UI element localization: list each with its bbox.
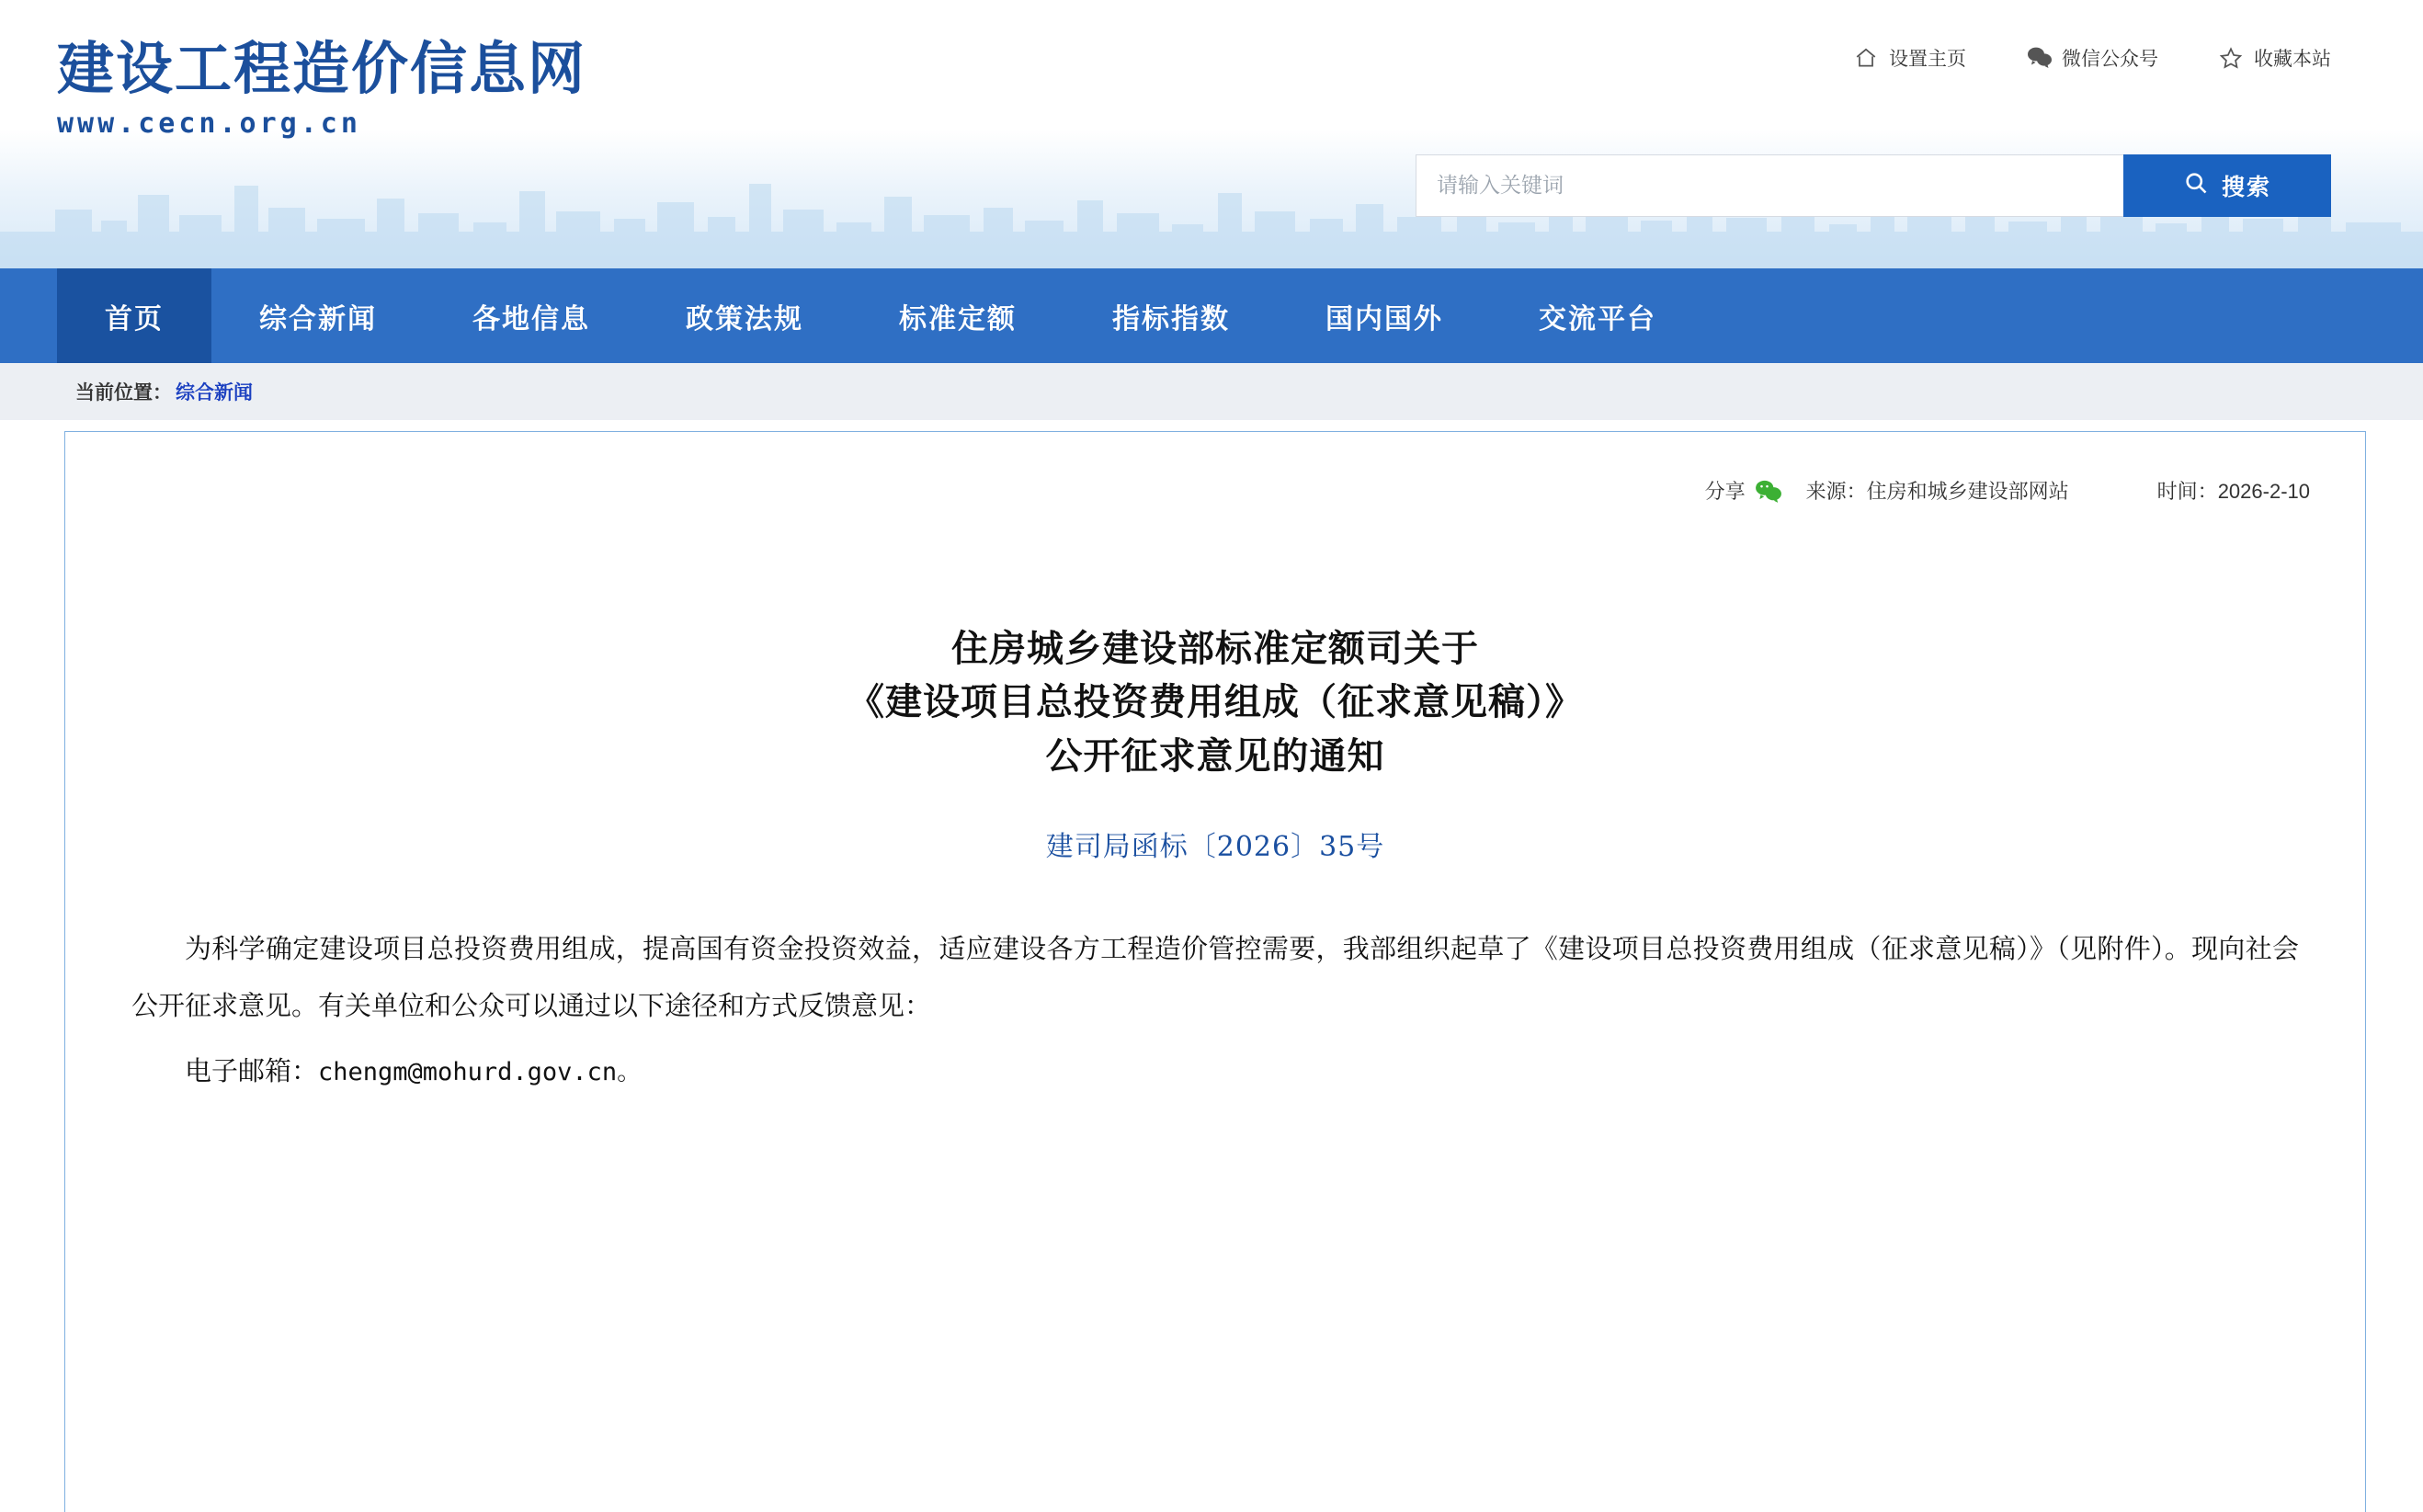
- article-time: [2157, 476, 2310, 505]
- nav-item-comprehensive-news[interactable]: 综合新闻: [259, 302, 377, 335]
- bookmark-site-label: 收藏本站: [2254, 49, 2331, 70]
- wechat-official-label: 微信公众号: [2062, 49, 2158, 70]
- nav-item-policies-regulations[interactable]: 政策法规: [686, 302, 803, 335]
- set-homepage-link[interactable]: [1854, 44, 1966, 72]
- search-bar: [1416, 154, 2331, 217]
- article-title-line-1: 住房城乡建设部标准定额司关于: [951, 628, 1479, 670]
- article-source-label: 来源：: [1805, 480, 1867, 503]
- article-source-value: 住房和城乡建设部网站: [1866, 480, 2069, 503]
- breadcrumb: [0, 363, 2423, 420]
- nav-item-indicators-index[interactable]: 指标指数: [1112, 302, 1230, 335]
- breadcrumb-prefix: 当前位置：: [75, 382, 172, 404]
- email-value: chengm@mohurd.gov.cn。: [318, 1058, 643, 1087]
- nav-item-regional-info[interactable]: 各地信息: [472, 302, 590, 335]
- nav-item-home[interactable]: 首页: [57, 268, 211, 363]
- article-paragraph-1: 为科学确定建设项目总投资费用组成，提高国有资金投资效益，适应建设各方工程造价管控需要，我部组织起草了《建设项目总投资费用组成（征求意见稿）》（见附件）。现向社会公开征求意见。有关单位和公众可以通过以下途径和方式反馈意见：: [131, 933, 2299, 1021]
- article-title-line-2: 《建设项目总投资费用组成（征求意见稿）》: [847, 681, 1583, 724]
- star-icon: [2219, 46, 2243, 70]
- wechat-icon: [2027, 46, 2051, 70]
- main-nav: [0, 268, 2423, 363]
- article-document-number: 建司局函标〔2026〕35号: [1045, 831, 1385, 864]
- article-time-label: 时间：: [2156, 480, 2218, 503]
- article-time-value: 2026-2-10: [2217, 480, 2310, 503]
- article-paragraph-2: [131, 1043, 2299, 1099]
- search-icon: [2183, 170, 2209, 201]
- share-group[interactable]: [1705, 476, 1782, 505]
- site-logo-title: 建设工程造价信息网: [57, 35, 587, 102]
- wechat-share-icon[interactable]: [1755, 479, 1782, 503]
- wechat-official-link[interactable]: [2027, 44, 2158, 72]
- article-source: [1806, 476, 2069, 505]
- article-body: [131, 921, 2299, 1099]
- site-logo[interactable]: [57, 35, 586, 140]
- top-links: [1854, 44, 2331, 72]
- email-label: 电子邮箱：: [185, 1055, 319, 1087]
- bookmark-site-link[interactable]: [2219, 44, 2331, 72]
- search-button[interactable]: [2123, 154, 2331, 217]
- nav-item-domestic-international[interactable]: 国内国外: [1325, 302, 1443, 335]
- breadcrumb-current[interactable]: 综合新闻: [176, 382, 253, 404]
- share-label: 分享: [1704, 480, 1746, 503]
- nav-item-exchange-platform[interactable]: 交流平台: [1539, 302, 1656, 335]
- site-logo-url: www.cecn.org.cn: [57, 108, 361, 141]
- search-button-label: 搜索: [2221, 174, 2271, 200]
- search-input[interactable]: [1416, 154, 2123, 217]
- article-title: [65, 622, 2365, 783]
- article-title-line-3: 公开征求意见的通知: [1045, 734, 1385, 778]
- nav-item-standards-quota[interactable]: 标准定额: [899, 302, 1017, 335]
- set-homepage-label: 设置主页: [1889, 49, 1966, 70]
- article-container: [64, 431, 2366, 1512]
- article-meta: [65, 432, 2365, 505]
- home-icon: [1854, 46, 1878, 70]
- site-header: [0, 0, 2423, 268]
